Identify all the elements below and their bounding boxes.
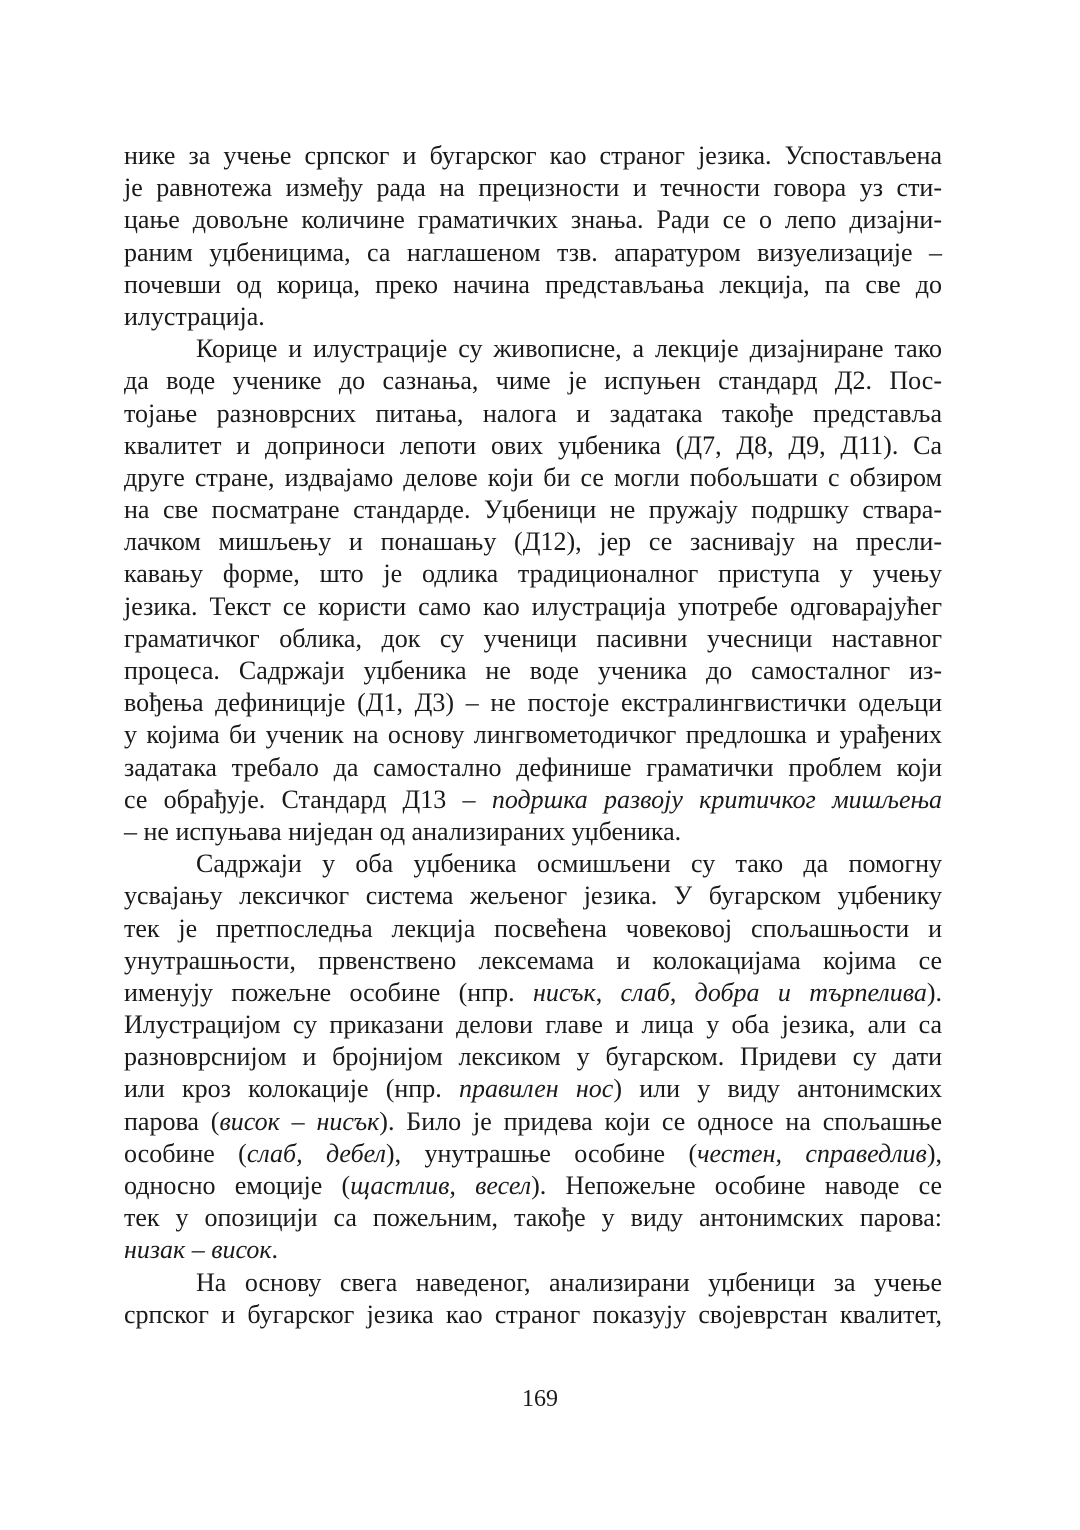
italic-text: низак – висок [124,1235,272,1265]
text-line [124,784,942,816]
text-run: На основу свега наведеног, анализирани уџбеници за учење [196,1267,942,1297]
text-run: задатака требало да самостално дефинише граматички проблем који [124,752,942,782]
text-run: квалитет и доприноси лепоти ових уџбеника (Д7, Д8, Д9, Д11). Са [124,430,942,460]
text-run: вођења дефиниције (Д1, Д3) – не постоје екстралингвистички одељци [124,688,942,718]
text-run: на све посматране стандарде. Уџбеници не пружају подршку ствара- [124,495,942,525]
text-run: почевши од корица, преко начина представљања лекција, па све до [124,269,942,299]
page-body [124,140,942,1331]
paragraph [124,848,942,1266]
text-line [124,913,942,945]
paragraph [124,1267,942,1331]
text-line [124,430,942,462]
text-run: језика. Текст се користи само као илустрација употребе одговарајућег [124,591,942,621]
text-line [124,1106,942,1138]
text-line [124,591,942,623]
text-line [124,816,942,848]
text-run: Корице и илустрације су живописне, а лекције дизајниране тако [196,334,942,364]
text-run: ). [926,977,943,1007]
text-line [124,1041,942,1073]
text-run: лачком мишљењу и понашању (Д12), јер се заснивају на пресли- [124,527,942,557]
text-run: нике за учење српског и бугарског као страног језика. Успостављена [124,141,942,170]
text-line [124,719,942,751]
italic-text: добра и търпелива [694,977,927,1007]
italic-text: слаб [620,977,670,1007]
text-line [124,848,942,880]
text-line [124,655,942,687]
text-line [124,1009,942,1041]
text-line [124,1234,942,1266]
text-run: ), унутрашње особине ( [385,1138,698,1168]
text-run: ). Непожељне особине наводе се [531,1171,942,1200]
text-run: цање довољне количине граматичких знања. Ради се о лепо дизајни- [124,205,942,235]
text-run: да воде ученике до сазнања, чиме је испуњен стандард Д2. Пос- [124,366,942,396]
paragraph [124,140,942,333]
text-line [124,462,942,494]
text-run: се обрађује. Стандард Д13 – [124,784,492,814]
text-line [124,1138,942,1170]
text-run: особине ( [124,1138,247,1168]
italic-text: честен, справедлив [697,1138,927,1168]
text-line [124,1170,942,1202]
text-run: именују пожељне особине (нпр. [124,977,533,1007]
text-run: , [669,977,695,1007]
text-run: у којима би ученик на основу лингвометодичког предлошка и урађених [124,720,942,750]
text-run: – не испуњава ниједан од анализираних уџбеника. [124,816,682,846]
text-run: Садржаји у оба уџбеника осмишљени су тако да помогну [196,849,942,879]
text-run: друге стране, издвајамо делове који би се могли побољшати с обзиром [124,462,942,492]
text-line [124,398,942,430]
text-line [124,172,942,204]
text-run: ) или у виду антонимских [613,1074,942,1104]
text-line [124,977,942,1009]
text-line [124,945,942,977]
text-line [124,623,942,655]
text-run: ). Било је придева који се односе на спољашње [379,1106,942,1136]
italic-text: щастлив, весел [350,1171,532,1200]
text-line [124,333,942,365]
text-line [124,752,942,784]
text-run: тојање разноврсних питања, налога и задатака такође представља [124,398,942,428]
italic-text: слаб, дебел [246,1138,386,1168]
text-line [124,558,942,590]
text-line [124,365,942,397]
text-run: тек је претпоследња лекција посвећена човековој спољашњости и [124,913,942,943]
text-line [124,1267,942,1299]
text-line [124,204,942,236]
text-run: граматичког облика, док су ученици пасивни учесници наставног [124,623,942,653]
text-run: унутрашњости, првенствено лексемама и колокацијама којима се [124,945,942,975]
text-line [124,526,942,558]
text-line [124,269,942,301]
text-run: илустрација. [124,301,265,331]
text-run: кавању форме, што је одлика традиционалног приступа у учењу [124,559,942,589]
text-run: , [595,977,621,1007]
paragraph [124,333,942,848]
page-number: 169 [522,1386,558,1412]
text-line [124,494,942,526]
text-line [124,687,942,719]
text-line [124,237,942,269]
text-line [124,301,942,333]
text-run: . [271,1235,279,1265]
text-run: односно емоције ( [124,1171,351,1200]
text-line [124,1073,942,1105]
italic-text: нисък [532,977,596,1007]
italic-text: подршка развоју критичког мишљења [491,784,943,814]
text-line [124,880,942,912]
italic-text: правилен нос [458,1074,614,1104]
text-run: парова ( [124,1106,220,1136]
text-line [124,1299,942,1331]
text-run: разноврснијом и бројнијом лексиком у бугарском. Придеви су дати [124,1042,942,1072]
text-line [124,140,942,172]
text-line [124,1202,942,1234]
text-run: ), [926,1138,942,1168]
text-run: раним уџбеницима, са наглашеном тзв. апаратуром визуелизације – [124,237,942,267]
text-run: је равнотежа између рада на прецизности и течности говора уз сти- [124,173,942,203]
text-run: Илустрацијом су приказани делови главе и лица у оба језика, али са [124,1010,942,1040]
text-run: српског и бугарског језика као страног показују својеврстан квалитет, [124,1299,942,1329]
italic-text: висок – нисък [219,1106,380,1136]
text-run: или кроз колокације (нпр. [124,1074,459,1104]
text-run: усвајању лексичког система жељеног језика. У бугарском уџбенику [124,881,942,911]
text-run: процеса. Садржаји уџбеника не воде ученика до самосталног из- [124,656,942,685]
text-run: тек у опозицији са пожељним, такође у виду антонимских парова: [124,1203,942,1233]
